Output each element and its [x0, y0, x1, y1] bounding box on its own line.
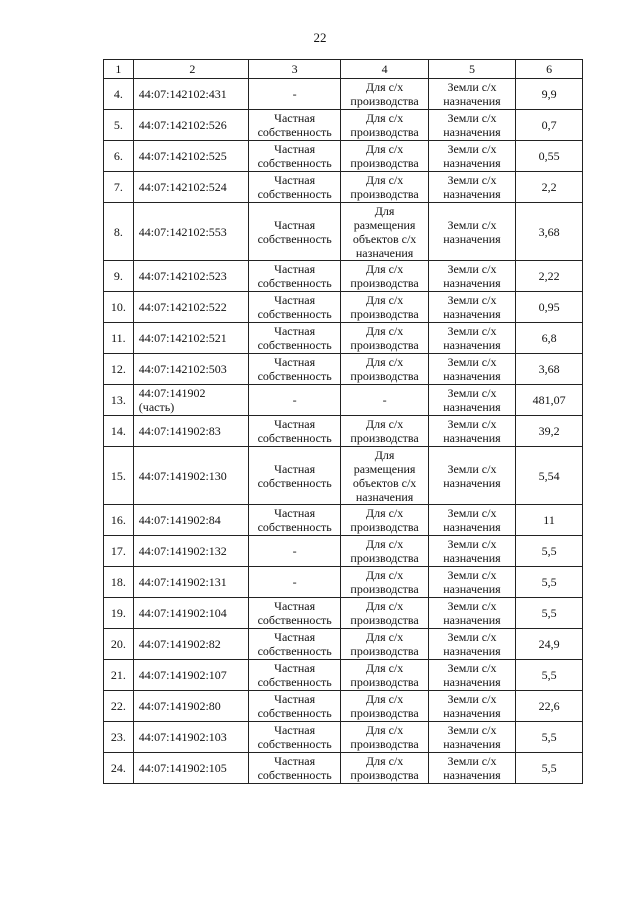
permitted-use-cell: Для с/х производства	[341, 505, 428, 536]
permitted-use-cell: Для с/х производства	[341, 567, 428, 598]
area-cell: 0,7	[516, 110, 583, 141]
permitted-use-cell: -	[341, 385, 428, 416]
table-row	[104, 203, 583, 261]
header-col-2: 2	[133, 60, 248, 79]
cadastral-number-cell: 44:07:141902:105	[133, 753, 248, 784]
row-number-cell: 18.	[104, 567, 134, 598]
permitted-use-cell: Для с/х производства	[341, 354, 428, 385]
land-category-cell: Земли с/х назначения	[428, 141, 515, 172]
land-category-cell: Земли с/х назначения	[428, 753, 515, 784]
row-number-cell: 13.	[104, 385, 134, 416]
area-cell: 3,68	[516, 354, 583, 385]
cadastral-number-cell: 44:07:141902 (часть)	[133, 385, 248, 416]
row-number-cell: 9.	[104, 261, 134, 292]
table-row	[104, 323, 583, 354]
row-number-cell: 21.	[104, 660, 134, 691]
table-row	[104, 416, 583, 447]
row-number-cell: 22.	[104, 691, 134, 722]
land-category-cell: Земли с/х назначения	[428, 385, 515, 416]
ownership-cell: Частная собственность	[248, 261, 341, 292]
permitted-use-cell: Для размещения объектов с/х назначения	[341, 447, 428, 505]
cadastral-number-cell: 44:07:142102:524	[133, 172, 248, 203]
permitted-use-cell: Для с/х производства	[341, 722, 428, 753]
cadastral-number-cell: 44:07:142102:525	[133, 141, 248, 172]
row-number-cell: 14.	[104, 416, 134, 447]
cadastral-number-cell: 44:07:141902:107	[133, 660, 248, 691]
cadastral-number-cell: 44:07:141902:80	[133, 691, 248, 722]
area-cell: 22,6	[516, 691, 583, 722]
ownership-cell: -	[248, 385, 341, 416]
area-cell: 5,54	[516, 447, 583, 505]
permitted-use-cell: Для с/х производства	[341, 110, 428, 141]
ownership-cell: Частная собственность	[248, 505, 341, 536]
permitted-use-cell: Для с/х производства	[341, 323, 428, 354]
area-cell: 481,07	[516, 385, 583, 416]
ownership-cell: Частная собственность	[248, 110, 341, 141]
table-row	[104, 292, 583, 323]
table-row	[104, 660, 583, 691]
row-number-cell: 11.	[104, 323, 134, 354]
area-cell: 9,9	[516, 79, 583, 110]
table-row	[104, 567, 583, 598]
cadastral-number-cell: 44:07:141902:130	[133, 447, 248, 505]
area-cell: 39,2	[516, 416, 583, 447]
row-number-cell: 8.	[104, 203, 134, 261]
area-cell: 3,68	[516, 203, 583, 261]
land-category-cell: Земли с/х назначения	[428, 354, 515, 385]
header-col-5: 5	[428, 60, 515, 79]
permitted-use-cell: Для с/х производства	[341, 261, 428, 292]
ownership-cell: Частная собственность	[248, 691, 341, 722]
row-number-cell: 6.	[104, 141, 134, 172]
area-cell: 5,5	[516, 660, 583, 691]
table-row	[104, 172, 583, 203]
table-row	[104, 261, 583, 292]
cadastral-number-cell: 44:07:141902:131	[133, 567, 248, 598]
ownership-cell: -	[248, 536, 341, 567]
ownership-cell: Частная собственность	[248, 629, 341, 660]
land-category-cell: Земли с/х назначения	[428, 660, 515, 691]
permitted-use-cell: Для с/х производства	[341, 691, 428, 722]
table-row	[104, 385, 583, 416]
area-cell: 11	[516, 505, 583, 536]
land-category-cell: Земли с/х назначения	[428, 172, 515, 203]
cadastral-number-cell: 44:07:141902:132	[133, 536, 248, 567]
permitted-use-cell: Для с/х производства	[341, 141, 428, 172]
land-category-cell: Земли с/х назначения	[428, 447, 515, 505]
table-row	[104, 753, 583, 784]
area-cell: 6,8	[516, 323, 583, 354]
table-row	[104, 722, 583, 753]
permitted-use-cell: Для с/х производства	[341, 629, 428, 660]
land-plots-table	[103, 59, 583, 784]
ownership-cell: Частная собственность	[248, 660, 341, 691]
permitted-use-cell: Для с/х производства	[341, 753, 428, 784]
permitted-use-cell: Для с/х производства	[341, 79, 428, 110]
cadastral-number-cell: 44:07:141902:103	[133, 722, 248, 753]
area-cell: 0,95	[516, 292, 583, 323]
land-category-cell: Земли с/х назначения	[428, 79, 515, 110]
permitted-use-cell: Для размещения объектов с/х назначения	[341, 203, 428, 261]
cadastral-number-cell: 44:07:142102:431	[133, 79, 248, 110]
land-category-cell: Земли с/х назначения	[428, 416, 515, 447]
header-col-3: 3	[248, 60, 341, 79]
area-cell: 5,5	[516, 567, 583, 598]
permitted-use-cell: Для с/х производства	[341, 660, 428, 691]
cadastral-number-cell: 44:07:142102:503	[133, 354, 248, 385]
row-number-cell: 10.	[104, 292, 134, 323]
ownership-cell: Частная собственность	[248, 172, 341, 203]
cadastral-number-cell: 44:07:142102:553	[133, 203, 248, 261]
land-category-cell: Земли с/х назначения	[428, 261, 515, 292]
permitted-use-cell: Для с/х производства	[341, 416, 428, 447]
permitted-use-cell: Для с/х производства	[341, 172, 428, 203]
permitted-use-cell: Для с/х производства	[341, 292, 428, 323]
header-col-4: 4	[341, 60, 428, 79]
cadastral-number-cell: 44:07:141902:84	[133, 505, 248, 536]
ownership-cell: Частная собственность	[248, 598, 341, 629]
table-row	[104, 629, 583, 660]
ownership-cell: Частная собственность	[248, 753, 341, 784]
cadastral-number-cell: 44:07:142102:522	[133, 292, 248, 323]
ownership-cell: Частная собственность	[248, 292, 341, 323]
land-category-cell: Земли с/х назначения	[428, 292, 515, 323]
row-number-cell: 12.	[104, 354, 134, 385]
land-category-cell: Земли с/х назначения	[428, 722, 515, 753]
cadastral-number-cell: 44:07:142102:521	[133, 323, 248, 354]
row-number-cell: 17.	[104, 536, 134, 567]
ownership-cell: -	[248, 79, 341, 110]
cadastral-number-cell: 44:07:141902:82	[133, 629, 248, 660]
row-number-cell: 7.	[104, 172, 134, 203]
area-cell: 5,5	[516, 722, 583, 753]
row-number-cell: 24.	[104, 753, 134, 784]
page-number: 22	[313, 30, 327, 45]
land-category-cell: Земли с/х назначения	[428, 567, 515, 598]
area-cell: 2,2	[516, 172, 583, 203]
area-cell: 0,55	[516, 141, 583, 172]
row-number-cell: 19.	[104, 598, 134, 629]
row-number-cell: 5.	[104, 110, 134, 141]
table-row	[104, 447, 583, 505]
row-number-cell: 20.	[104, 629, 134, 660]
ownership-cell: -	[248, 567, 341, 598]
table-row	[104, 110, 583, 141]
table-row	[104, 354, 583, 385]
ownership-cell: Частная собственность	[248, 447, 341, 505]
row-number-cell: 15.	[104, 447, 134, 505]
area-cell: 24,9	[516, 629, 583, 660]
area-cell: 5,5	[516, 598, 583, 629]
table-row	[104, 536, 583, 567]
row-number-cell: 23.	[104, 722, 134, 753]
area-cell: 2,22	[516, 261, 583, 292]
ownership-cell: Частная собственность	[248, 323, 341, 354]
header-col-6: 6	[516, 60, 583, 79]
table-row	[104, 79, 583, 110]
land-category-cell: Земли с/х назначения	[428, 536, 515, 567]
table-row	[104, 598, 583, 629]
ownership-cell: Частная собственность	[248, 141, 341, 172]
ownership-cell: Частная собственность	[248, 354, 341, 385]
permitted-use-cell: Для с/х производства	[341, 536, 428, 567]
land-category-cell: Земли с/х назначения	[428, 691, 515, 722]
land-category-cell: Земли с/х назначения	[428, 323, 515, 354]
table-row	[104, 691, 583, 722]
table-row	[104, 505, 583, 536]
land-category-cell: Земли с/х назначения	[428, 110, 515, 141]
table-row	[104, 141, 583, 172]
ownership-cell: Частная собственность	[248, 722, 341, 753]
cadastral-number-cell: 44:07:142102:523	[133, 261, 248, 292]
cadastral-number-cell: 44:07:141902:83	[133, 416, 248, 447]
row-number-cell: 4.	[104, 79, 134, 110]
land-category-cell: Земли с/х назначения	[428, 505, 515, 536]
table-header-row	[104, 60, 583, 79]
ownership-cell: Частная собственность	[248, 203, 341, 261]
area-cell: 5,5	[516, 536, 583, 567]
ownership-cell: Частная собственность	[248, 416, 341, 447]
land-category-cell: Земли с/х назначения	[428, 629, 515, 660]
land-category-cell: Земли с/х назначения	[428, 598, 515, 629]
land-category-cell: Земли с/х назначения	[428, 203, 515, 261]
cadastral-number-cell: 44:07:142102:526	[133, 110, 248, 141]
row-number-cell: 16.	[104, 505, 134, 536]
cadastral-number-cell: 44:07:141902:104	[133, 598, 248, 629]
area-cell: 5,5	[516, 753, 583, 784]
permitted-use-cell: Для с/х производства	[341, 598, 428, 629]
header-col-1: 1	[104, 60, 134, 79]
